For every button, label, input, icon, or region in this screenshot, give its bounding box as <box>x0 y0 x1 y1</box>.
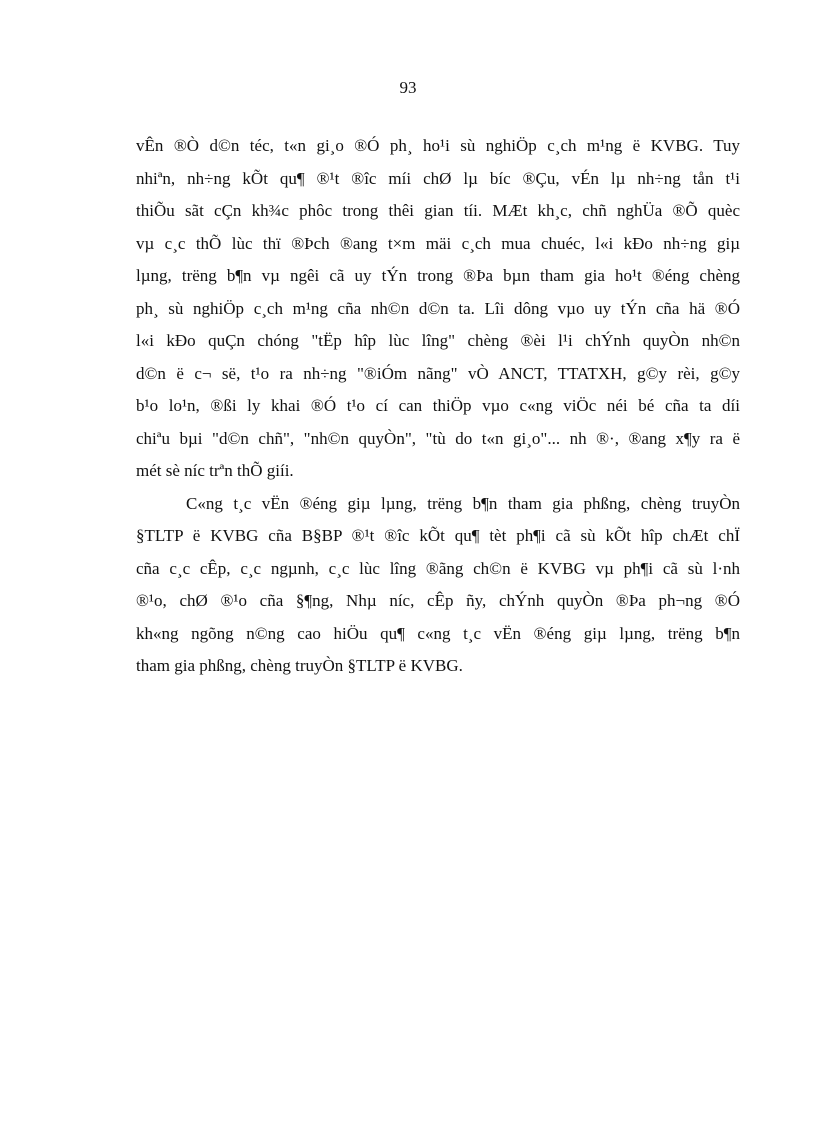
body-text <box>136 130 740 683</box>
text-line: ph¸ sù nghiÖp c¸ch m¹ng cña nh©n d©n ta. Lîi dông vµo uy tÝn cña hä ®Ó <box>136 298 740 318</box>
paragraph-2 <box>136 488 740 683</box>
page-number: 93 <box>399 78 417 97</box>
text-line: thiÕu sãt cÇn kh¾c phôc trong thêi gian tíi. MÆt kh¸c, chñ nghÜa ®Õ quèc <box>136 201 740 220</box>
text-line: vµ c¸c thÕ lùc thï ®Þch ®ang t×m mäi c¸ch mua chuéc, l«i kÐo nh÷ng giµ <box>136 233 740 253</box>
text-line: lµng, trëng b¶n vµ ngêi cã uy tÝn trong ®Þa bµn tham gia ho¹t ®éng chèng <box>136 266 740 285</box>
text-line: kh«ng ngõng n©ng cao hiÖu qu¶ c«ng t¸c vËn ®éng giµ lµng, trëng b¶n <box>136 623 740 643</box>
text-line: cña c¸c cÊp, c¸c ngµnh, c¸c lùc lîng ®ãng ch©n ë KVBG vµ ph¶i cã sù l·nh <box>136 558 740 578</box>
text-line: l«i kÐo quÇn chóng "tËp hîp lùc lîng" chèng ®èi l¹i chÝnh quyÒn nh©n <box>136 331 740 350</box>
paragraph-1 <box>136 130 740 488</box>
text-line: nhiªn, nh÷ng kÕt qu¶ ®¹t ®îc míi chØ lµ bíc ®Çu, vÉn lµ nh÷ng tån t¹i <box>136 168 740 188</box>
text-line: d©n ë c¬ së, t¹o ra nh÷ng "®iÓm nãng" vÒ ANCT, TTATXH, g©y rèi, g©y <box>136 363 740 383</box>
text-line: C«ng t¸c vËn ®éng giµ lµng, trëng b¶n tham gia phßng, chèng truyÒn <box>186 493 740 513</box>
text-line: tham gia phßng, chèng truyÒn §TLTP ë KVBG. <box>136 656 463 675</box>
text-line: vÊn ®Ò d©n téc, t«n gi¸o ®Ó ph¸ ho¹i sù nghiÖp c¸ch m¹ng ë KVBG. Tuy <box>136 136 740 155</box>
text-line: chiªu bµi "d©n chñ", "nh©n quyÒn", "tù do t«n gi¸o"... nh ®·, ®ang x¶y ra ë <box>136 428 740 448</box>
text-line: mét sè níc trªn thÕ giíi. <box>136 461 294 480</box>
text-line: ®¹o, chØ ®¹o cña §¶ng, Nhµ níc, cÊp ñy, chÝnh quyÒn ®Þa ph¬ng ®Ó <box>136 591 740 610</box>
text-line: b¹o lo¹n, ®ßi ly khai ®Ó t¹o cí can thiÖp vµo c«ng viÖc néi bé cña ta díi <box>136 396 740 415</box>
text-line: §TLTP ë KVBG cña B§BP ®¹t ®îc kÕt qu¶ tèt ph¶i cã sù kÕt hîp chÆt chÏ <box>136 526 740 545</box>
